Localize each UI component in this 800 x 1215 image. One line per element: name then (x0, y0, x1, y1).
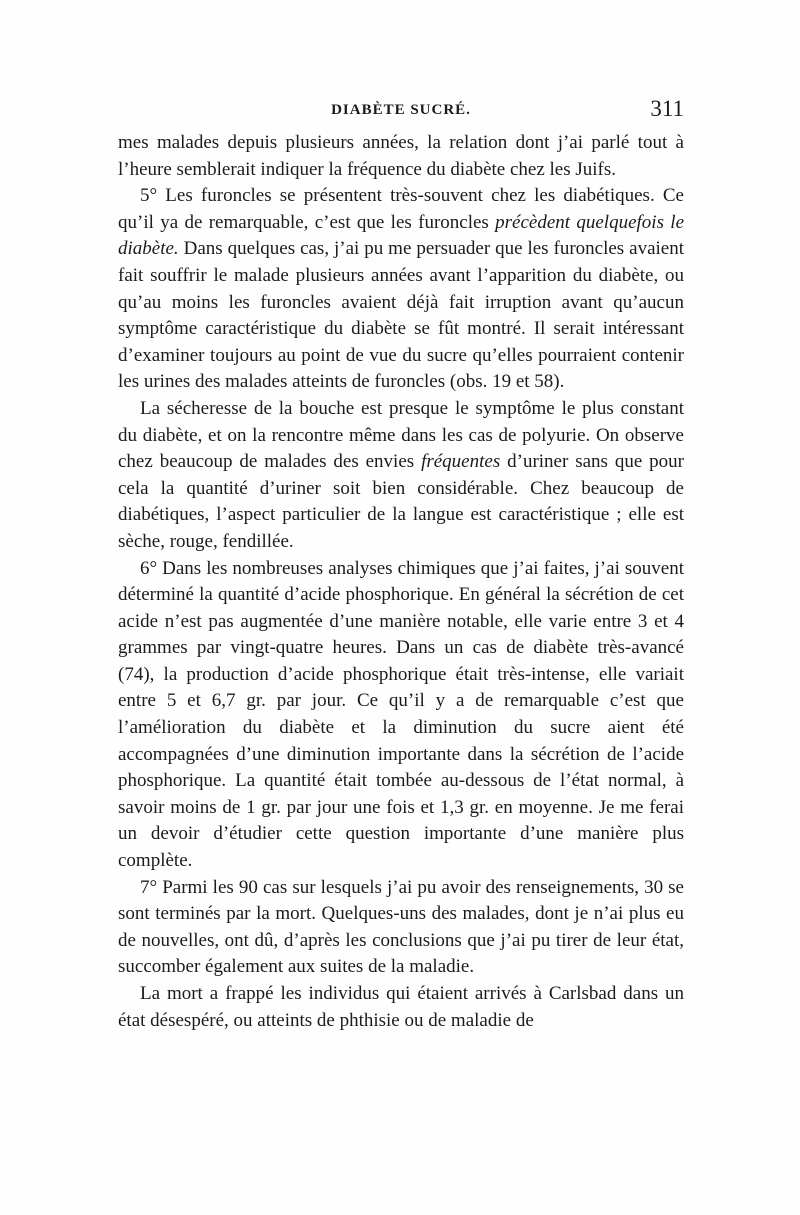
paragraph-text: La sécheresse de la bouche est presque le symptôme le plus constant du diabète, et on la rencontre même dans les cas de polyurie. On observe chez beaucoup de malades des envies (118, 397, 684, 473)
paragraph-text: 7° Parmi les 90 cas sur lesquels j’ai pu avoir des renseignements, 30 se sont terminés par la mort. Quelques-uns des malades, dont je n’ai plus eu de nouvelles, ont dû, d’après les conclusions que j’ai pu tirer de leur état, succomber également aux suites de la maladie. (118, 876, 684, 978)
page-number: 311 (650, 96, 684, 121)
running-head (118, 96, 684, 130)
paragraph-text: La mort a frappé les individus qui étaient arrivés à Carlsbad dans un état désespéré, ou atteints de phthisie ou de maladie de (118, 983, 684, 1031)
paragraph-text: 6° Dans les nombreuses analyses chimiques que j’ai faites, j’ai souvent déterminé la quantité d’acide phosphorique. En général la sécrétion de cet acide n’est pas augmentée d’une manière notable, elle varie entre 3 et 4 grammes par vingt-quatre heures. Dans un cas de diabète très-avancé (74), la production d’acide phosphorique était très-intense, elle variait entre 5 et 6,7 gr. par jour. Ce qu’il y a de remarquable c’est que l’amélioration du diabète et la diminution du sucre aient été accompagnées d’une diminution importante dans la sécrétion de l’acide phosphorique. La quantité était tombée au-dessous de l’état normal, à savoir moins de 1 gr. par jour une fois et 1,3 gr. en moyenne. Je me ferai un devoir d’étudier cette question importante d’une manière plus complète. (118, 557, 684, 872)
paragraph-mort (118, 981, 684, 1034)
paragraph-acide-phosphorique (118, 556, 684, 875)
paragraph-text: d’uriner sans que pour cela la quantité d’uriner soit bien considérable. Chez beaucoup de diabétiques, l’aspect particulier de la langue est caractéristique ; elle est sèche, rouge, fendillée. (118, 451, 684, 552)
italic-phrase: précèdent quelquefois le diabète. (118, 211, 685, 260)
paragraph-secheresse (118, 396, 684, 556)
paragraph-continuation (118, 130, 684, 183)
paragraph-furoncles (118, 183, 684, 396)
body-text (118, 130, 684, 1034)
paragraph-text: Dans quelques cas, j’ai pu me persuader que les furoncles avaient fait souffrir le malade plusieurs années avant l’apparition du diabète, ou qu’au moins les furoncles avaient déjà fait irruption avant qu’aucun symptôme caractéristique du diabète se fût montré. Il serait intéressant d’examiner toujours au point de vue du sucre qu’elles pourraient contenir les urines des malades atteints de furoncles (obs. 19 et 58). (118, 238, 684, 393)
running-title: DIABÈTE SUCRÉ. (331, 102, 471, 118)
paragraph-text: mes malades depuis plusieurs années, la relation dont j’ai parlé tout à l’heure semblerait indiquer la fréquence du diabète chez les Juifs. (118, 132, 684, 180)
italic-word: fréquentes (421, 451, 501, 473)
paragraph-text: 5° Les furoncles se présentent très-souvent chez les diabétiques. Ce qu’il ya de remarquable, c’est que les furoncles (118, 185, 684, 233)
paragraph-mortalite (118, 875, 684, 981)
